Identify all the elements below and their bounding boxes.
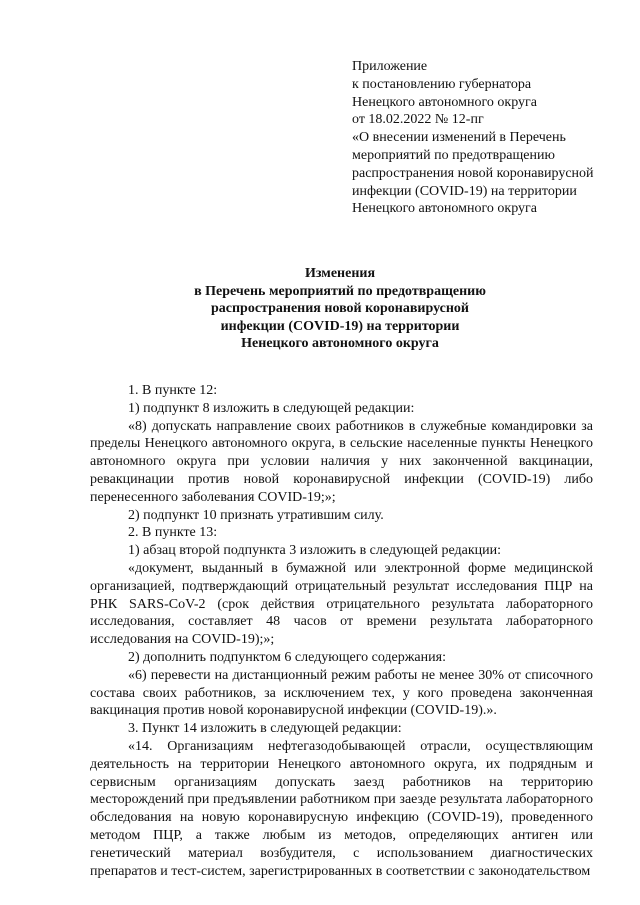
appendix-line: «О внесении изменений в Перечень bbox=[352, 130, 566, 146]
paragraph: 2) дополнить подпунктом 6 следующего содержания: bbox=[128, 649, 446, 665]
paragraph: 1) абзац второй подпункта 3 изложить в следующей редакции: bbox=[128, 543, 502, 559]
document-body bbox=[90, 382, 593, 880]
appendix-line: Ненецкого автономного округа bbox=[352, 94, 537, 110]
document-title bbox=[90, 265, 590, 353]
paragraph: «14. Организациям нефтегазодобывающей отрасли, осуществляющим деятельность на территории Ненецкого автономного округа, их подрядным и сервисным организациям допускать заезд работников на территорию месторождений при предъявлении работником при заезде результата лабораторного обследования на новую коронавирусную инфекцию (COVID-19), проведенного методом ПЦР, а также любым из методов, определяющих антиген или генетический материал возбудителя, с использованием диагностических препаратов и тест-систем, зарегистрированных в соответствии с законодательством bbox=[90, 738, 593, 879]
paragraph: 1) подпункт 8 изложить в следующей редакции: bbox=[128, 400, 415, 416]
appendix-line: от 18.02.2022 № 12-пг bbox=[352, 112, 484, 128]
paragraph: 1. В пункте 12: bbox=[128, 383, 218, 398]
appendix-line: Приложение bbox=[352, 59, 428, 74]
title-line: инфекции (COVID-19) на территории bbox=[220, 318, 460, 334]
paragraph: «6) перевести на дистанционный режим работы не менее 30% от списочного состава своих работников, за исключением тех, у кого проведена законченная вакцинация против новой коронавирусной инфекции (COVID-19).». bbox=[90, 667, 593, 719]
paragraph: «8) допускать направление своих работников в служебные командировки за пределы Ненецкого автономного округа, в сельские населенные пункты Ненецкого автономного округа при условии наличия у них законченной вакцинации, ревакцинации против новой коронавирусной инфекции (COVID-19) либо перенесенного заболевания COVID-19;»; bbox=[90, 418, 593, 505]
paragraph: 3. Пункт 14 изложить в следующей редакции: bbox=[128, 721, 402, 737]
title-line: распространения новой коронавирусной bbox=[210, 301, 469, 317]
appendix-line: распространения новой коронавирусной bbox=[352, 165, 594, 181]
paragraph: «документ, выданный в бумажной или электронной форме медицинской организацией, подтверждающий отрицательный результат исследования ПЦР на РНК SARS-CoV-2 (срок действия отрицательного результата лабораторного исследования, составляет 48 часов от времени результата лабораторного исследования на COVID-19);»; bbox=[90, 560, 593, 648]
paragraph: 2) подпункт 10 признать утратившим силу. bbox=[128, 507, 384, 523]
appendix-line: мероприятий по предотвращению bbox=[352, 147, 555, 163]
paragraph: 2. В пункте 13: bbox=[128, 525, 218, 541]
appendix-line: к постановлению губернатора bbox=[352, 76, 532, 92]
title-line: Изменения bbox=[304, 266, 376, 281]
appendix-line: Ненецкого автономного округа bbox=[352, 201, 537, 217]
appendix-header bbox=[352, 58, 622, 218]
title-line: Ненецкого автономного округа bbox=[241, 336, 439, 352]
appendix-line: инфекции (COVID-19) на территории bbox=[352, 183, 577, 199]
title-line: в Перечень мероприятий по предотвращению bbox=[194, 283, 486, 299]
